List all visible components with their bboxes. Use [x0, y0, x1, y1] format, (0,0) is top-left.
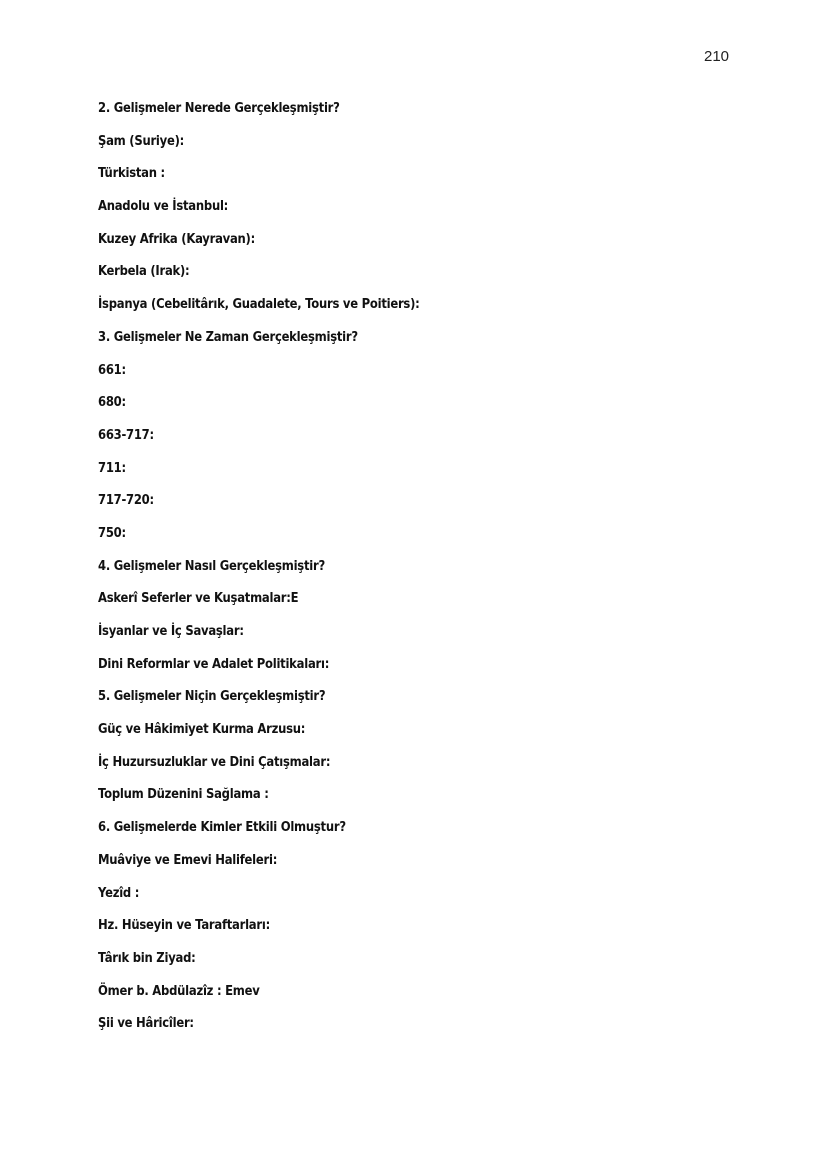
- answer-line: Şam (Suriye):: [98, 132, 185, 149]
- answer-line: Ömer b. Abdülazîz : Emev: [98, 982, 260, 999]
- answer-line: Anadolu ve İstanbul:: [98, 198, 229, 215]
- question-heading-where: 2. Gelişmeler Nerede Gerçekleşmiştir?: [98, 100, 340, 116]
- answer-line: İspanya (Cebelitârık, Guadalete, Tours ve Poitiers):: [98, 296, 420, 313]
- answer-line: Kerbela (Irak):: [98, 263, 190, 280]
- answer-line: Muâviye ve Emevi Halifeleri:: [98, 851, 278, 868]
- answer-line: Hz. Hüseyin ve Taraftarları:: [98, 917, 270, 934]
- question-heading-why: 5. Gelişmeler Niçin Gerçekleşmiştir?: [98, 688, 326, 705]
- answer-line: Toplum Düzenini Sağlama :: [98, 786, 269, 803]
- answer-line: Güç ve Hâkimiyet Kurma Arzusu:: [98, 721, 306, 738]
- answer-line: 750:: [98, 524, 126, 541]
- answer-line: Şii ve Hâricîler:: [98, 1015, 194, 1032]
- answer-line: 661:: [98, 361, 126, 378]
- answer-line: Türkistan :: [98, 165, 165, 182]
- answer-line: Yezîd :: [98, 884, 140, 901]
- answer-line: Kuzey Afrika (Kayravan):: [98, 230, 255, 247]
- answer-line: 663-717:: [98, 426, 154, 443]
- answer-line: 680:: [98, 394, 126, 411]
- question-heading-how: 4. Gelişmeler Nasıl Gerçekleşmiştir?: [98, 557, 325, 574]
- answer-line: İç Huzursuzluklar ve Dini Çatışmalar:: [98, 753, 331, 770]
- page-number: 210: [704, 48, 730, 65]
- answer-line: 711:: [98, 459, 126, 476]
- answer-line: Askerî Seferler ve Kuşatmalar:E: [98, 590, 299, 607]
- question-heading-who: 6. Gelişmelerde Kimler Etkili Olmuştur?: [98, 819, 346, 836]
- answer-line: Dini Reformlar ve Adalet Politikaları:: [98, 655, 330, 672]
- worksheet-lines: [98, 98, 472, 1046]
- question-heading-when: 3. Gelişmeler Ne Zaman Gerçekleşmiştir?: [98, 328, 358, 345]
- answer-line: 717-720:: [98, 492, 154, 509]
- answer-line: İsyanlar ve İç Savaşlar:: [98, 623, 244, 639]
- answer-line: Târık bin Ziyad:: [98, 949, 196, 966]
